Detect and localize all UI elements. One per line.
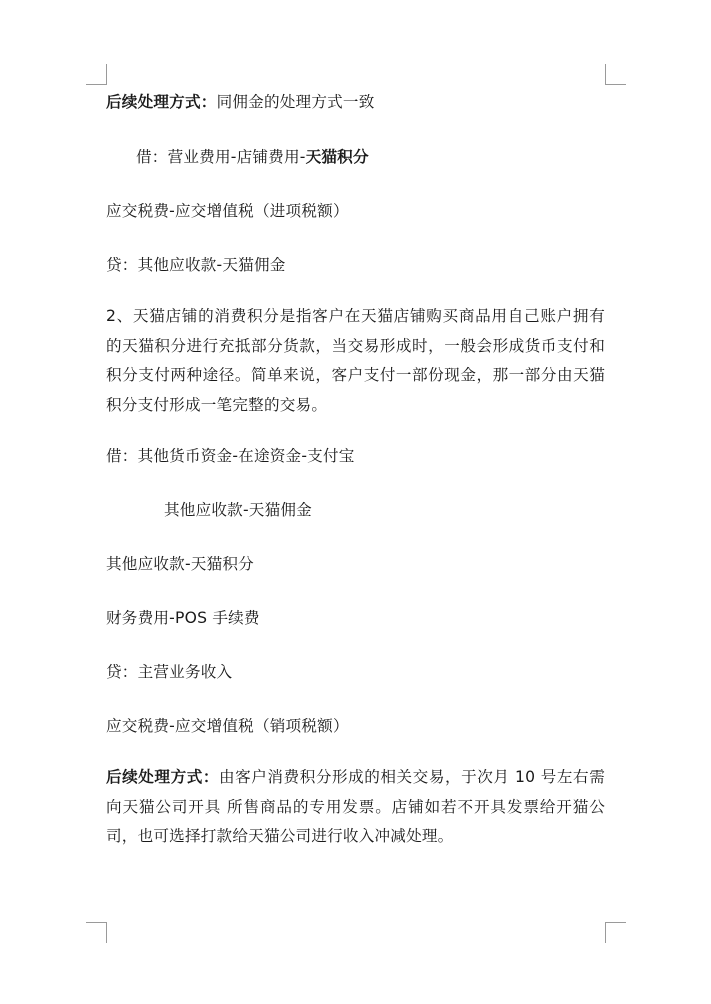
paragraph-receivable-points: 其他应收款-天猫积分 (106, 555, 254, 573)
page-corner-mark-top-right (605, 64, 626, 85)
paragraph-receivable-commission: 其他应收款-天猫佣金 (164, 501, 312, 519)
paragraph-pos-fee: 财务费用-POS 手续费 (106, 609, 260, 627)
debit-entry-text: 借：营业费用-店铺费用- (136, 148, 306, 166)
page-corner-mark-top-left (86, 64, 107, 85)
page-corner-mark-bottom-right (605, 922, 626, 943)
paragraph-followup-1 (106, 88, 605, 116)
paragraph-debit-2: 借：其他货币资金-在途资金-支付宝 (106, 447, 355, 465)
paragraph-debit-1 (106, 143, 605, 171)
followup-text: 由客户消费积分形成的相关交易，于次月 10 号左右需向天猫公司开具 所售商品的专用发票。店铺如若不开具发票给开猫公司，也可选择打款给天猫公司进行收入冲减处理。 (106, 768, 605, 845)
paragraph-followup-2 (106, 763, 605, 852)
followup-label: 后续处理方式： (106, 768, 219, 786)
paragraph-credit-1: 贷：其他应收款-天猫佣金 (106, 256, 286, 274)
document-body (106, 88, 605, 852)
paragraph-credit-2: 贷：主营业务收入 (106, 663, 233, 681)
paragraph-points-explanation: 2、天猫店铺的消费积分是指客户在天猫店铺购买商品用自己账户拥有的天猫积分进行充抵部分货款，当交易形成时，一般会形成货币支付和积分支付两种途径。简单来说，客户支付一部份现金，那一部分由天猫积分支付形成一笔完整的交易。 (106, 307, 605, 414)
followup-text: 同佣金的处理方式一致 (216, 93, 375, 111)
debit-entry-bold: 天猫积分 (305, 148, 369, 166)
paragraph-tax-input: 应交税费-应交增值税（进项税额） (106, 202, 349, 220)
paragraph-tax-output: 应交税费-应交增值税（销项税额） (106, 717, 349, 735)
page-corner-mark-bottom-left (86, 922, 107, 943)
followup-label: 后续处理方式： (106, 93, 217, 111)
